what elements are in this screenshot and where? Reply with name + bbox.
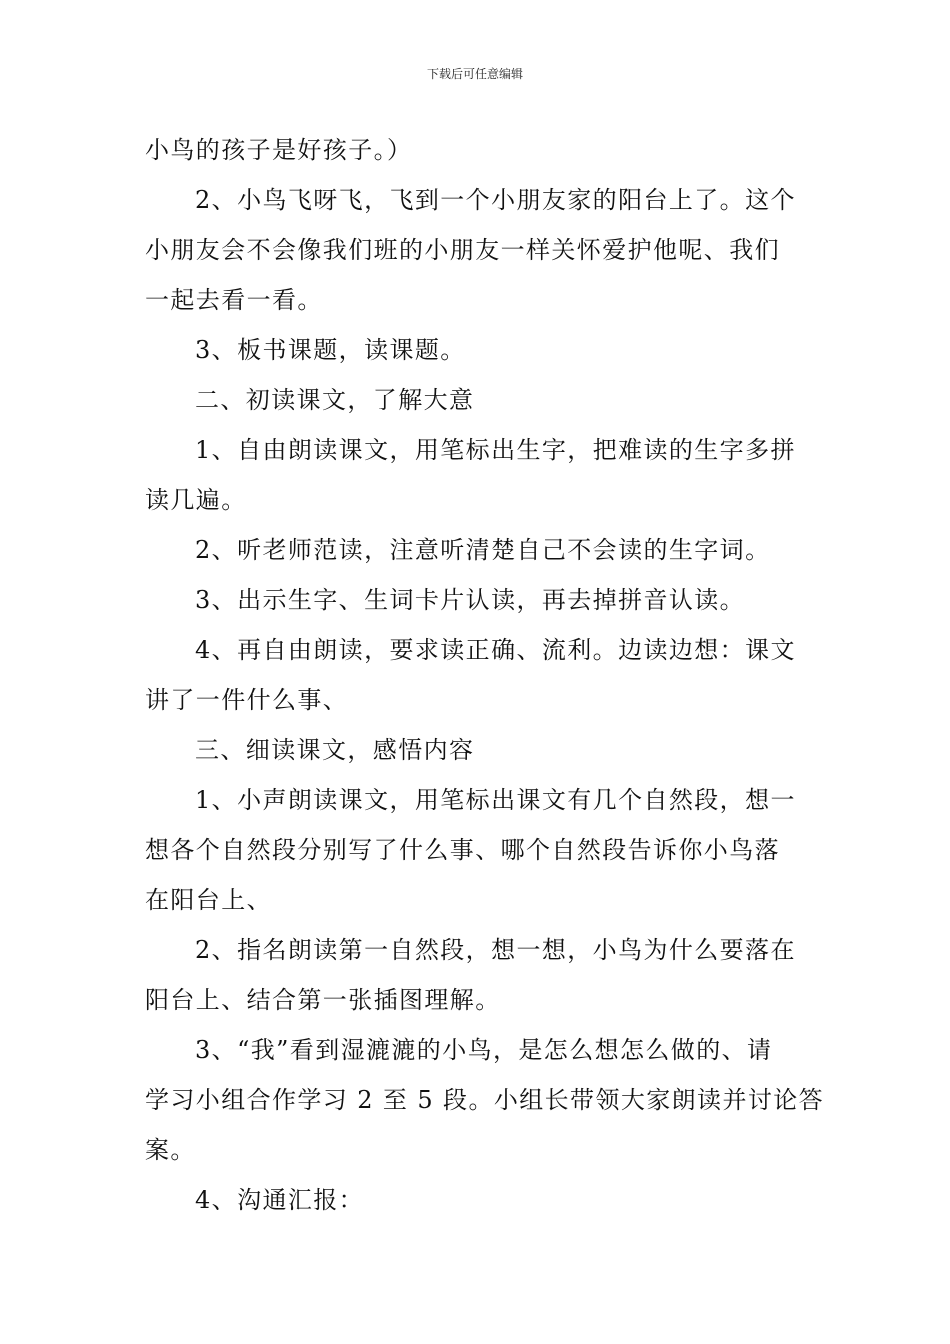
paragraph-line: 4、沟通汇报： bbox=[195, 1186, 365, 1214]
paragraph-line: 一起去看一看。 bbox=[145, 286, 323, 314]
paragraph-line: 学习小组合作学习 2 至 5 段。小组长带领大家朗读并讨论答 bbox=[145, 1086, 825, 1114]
paragraph-line: 案。 bbox=[145, 1136, 196, 1164]
paragraph-line: 1、自由朗读课文，用笔标出生字，把难读的生字多拼 bbox=[195, 436, 796, 464]
paragraph-line: 读几遍。 bbox=[145, 486, 247, 514]
page-header: 下载后可任意编辑 bbox=[426, 67, 523, 81]
paragraph-line: 讲了一件什么事、 bbox=[145, 686, 349, 714]
section-heading: 三、细读课文，感悟内容 bbox=[195, 736, 475, 764]
paragraph-line: 2、小鸟飞呀飞，飞到一个小朋友家的阳台上了。这个 bbox=[195, 186, 796, 214]
paragraph-line: 4、再自由朗读，要求读正确、流利。边读边想：课文 bbox=[195, 636, 796, 664]
paragraph-line: 2、指名朗读第一自然段，想一想，小鸟为什么要落在 bbox=[195, 936, 796, 964]
paragraph-line: 小鸟的孩子是好孩子。） bbox=[145, 136, 413, 164]
paragraph-line: 2、听老师范读，注意听清楚自己不会读的生字词。 bbox=[195, 536, 771, 564]
paragraph-line: 在阳台上、 bbox=[145, 886, 272, 914]
paragraph-line: 1、小声朗读课文，用笔标出课文有几个自然段，想一 bbox=[195, 786, 796, 814]
paragraph-line: 3、“我”看到湿漉漉的小鸟，是怎么想怎么做的、请 bbox=[195, 1036, 773, 1064]
section-heading: 二、初读课文，了解大意 bbox=[195, 386, 475, 414]
paragraph-line: 想各个自然段分别写了什么事、哪个自然段告诉你小鸟落 bbox=[145, 836, 780, 864]
paragraph-line: 3、板书课题，读课题。 bbox=[195, 336, 466, 364]
paragraph-line: 小朋友会不会像我们班的小朋友一样关怀爱护他呢、我们 bbox=[145, 236, 780, 264]
paragraph-line: 阳台上、结合第一张插图理解。 bbox=[145, 986, 501, 1014]
paragraph-line: 3、出示生字、生词卡片认读，再去掉拼音认读。 bbox=[195, 586, 746, 614]
